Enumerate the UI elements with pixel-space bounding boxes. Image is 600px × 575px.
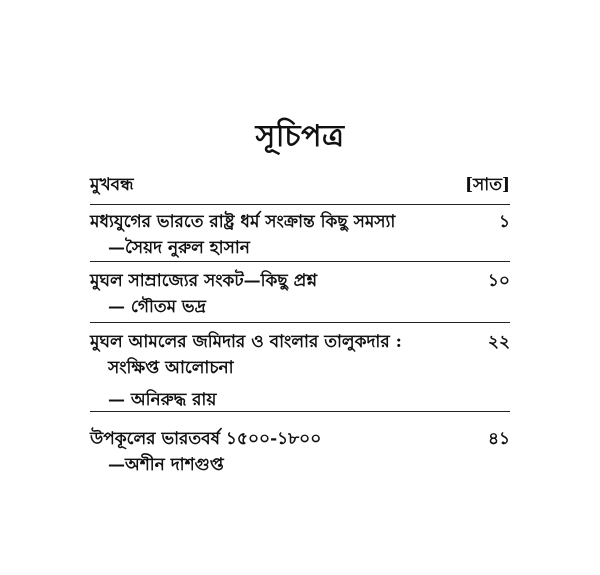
entry-title: মধ্যযুগের ভারতে রাষ্ট্র ধর্ম সংক্রান্ত কিছু সমস্যা <box>90 212 396 232</box>
entry-author: — অনিরুদ্ধ রায় <box>108 390 217 410</box>
entry-author: — গৌতম ভদ্র <box>108 297 206 317</box>
entry-author: —সৈয়দ নুরুল হাসান <box>108 238 250 258</box>
entry-title: মুঘল সাম্রাজ্যের সংকট—কিছু প্রশ্ন <box>90 271 318 291</box>
toc-entry-state-religion <box>90 209 510 262</box>
toc-list <box>90 172 510 478</box>
toc-entry-foreword <box>90 172 510 205</box>
entry-title: উপকূলের ভারতবর্ষ ১৫০০-১৮০০ <box>90 429 322 449</box>
entry-author: —অশীন দাশগুপ্ত <box>108 455 224 475</box>
toc-entry-zamindars <box>90 329 510 385</box>
entry-title: মুখবন্ধ <box>90 175 134 195</box>
toc-entry-mughal-crisis <box>90 268 510 323</box>
toc-entry-coastal-india <box>90 426 510 478</box>
entry-page-number: ১০ <box>487 271 510 291</box>
toc-entry-zamindars-author <box>90 387 510 412</box>
entry-page-number: [সাত] <box>464 175 510 195</box>
entry-page-number: ১ <box>498 212 510 232</box>
entry-subtitle: সংক্ষিপ্ত আলোচনা <box>108 358 234 378</box>
entry-page-number: ২২ <box>487 332 510 352</box>
entry-title: মুঘল আমলের জমিদার ও বাংলার তালুকদার : <box>90 332 402 352</box>
entry-page-number: ৪১ <box>487 429 510 449</box>
toc-heading: সূচিপত্র <box>255 119 345 154</box>
